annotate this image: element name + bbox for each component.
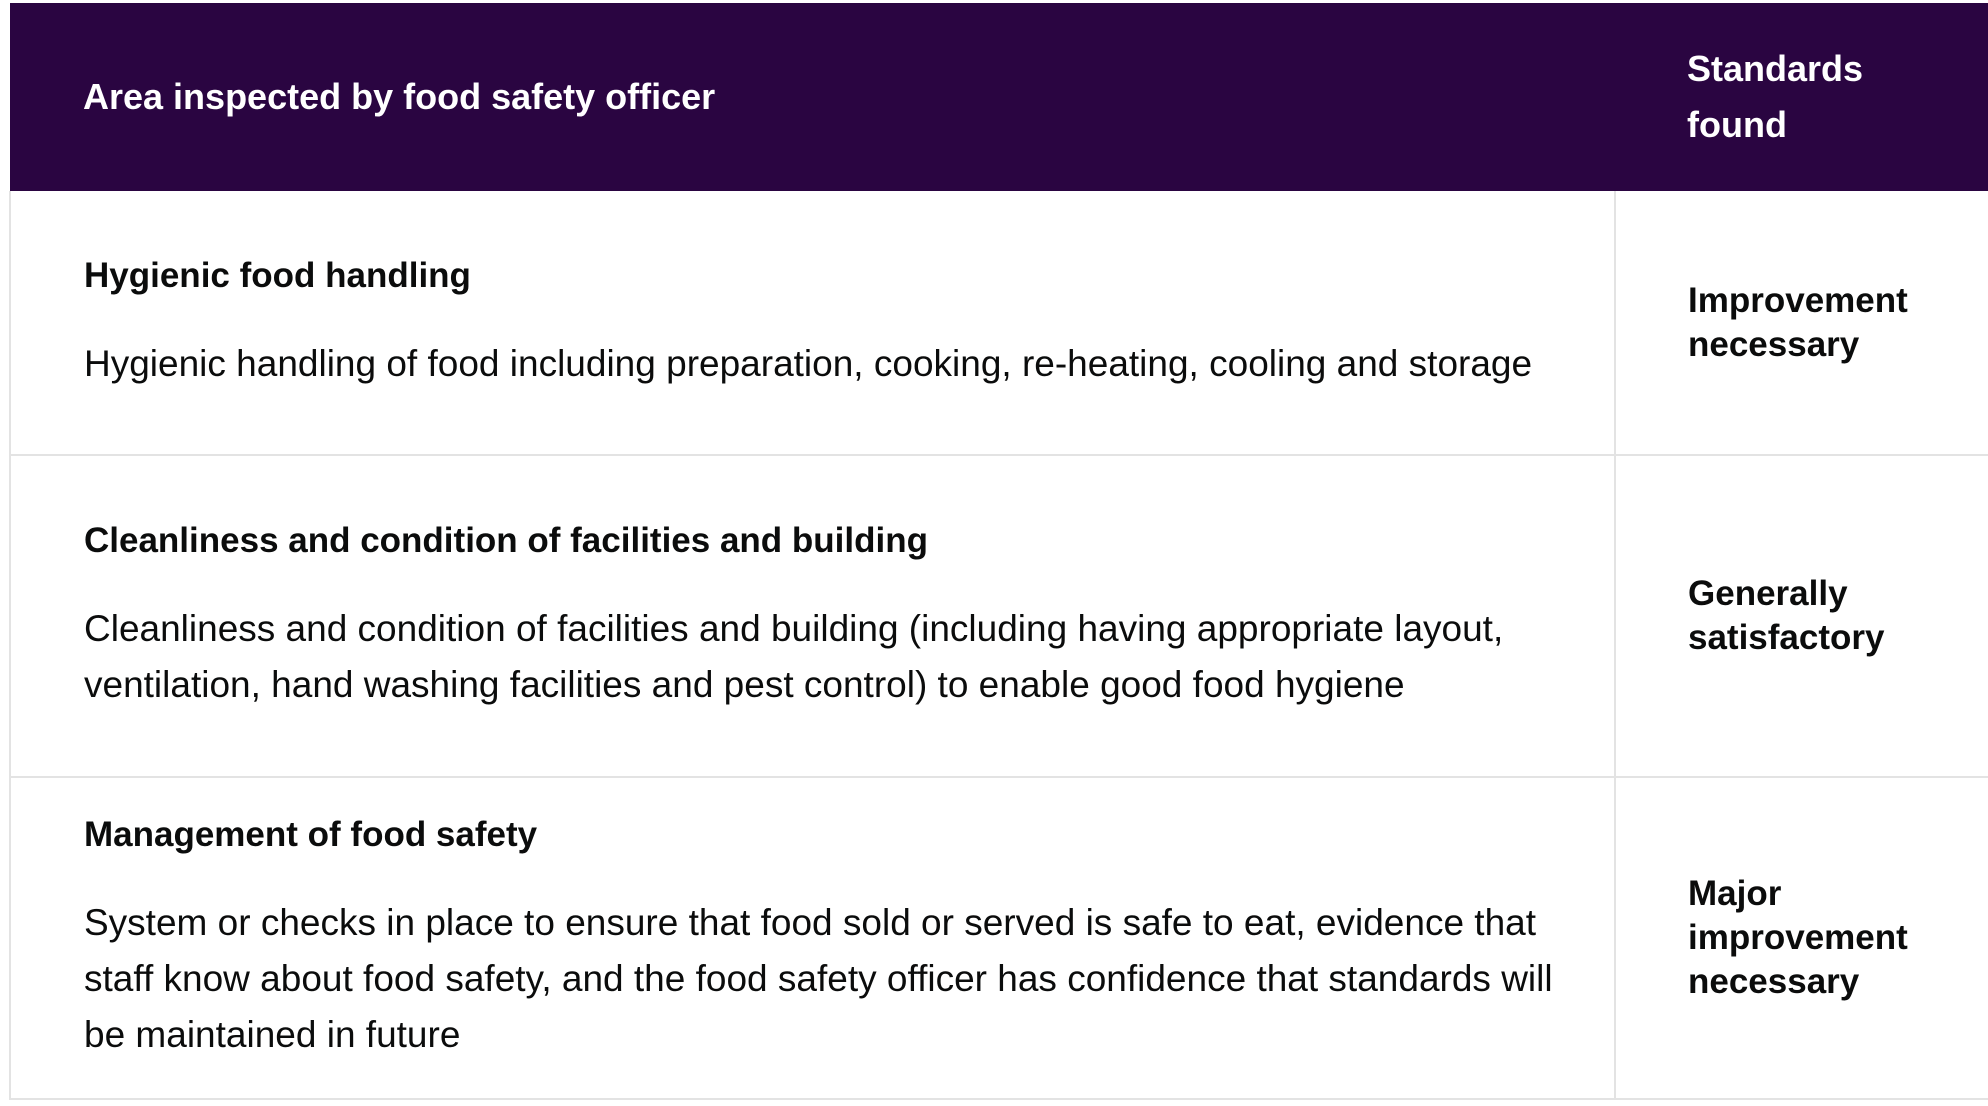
area-description: System or checks in place to ensure that food sold or served is safe to eat, evidence that staff know about food safety, and the food safety officer has confidence that standards will be maintained in future	[84, 902, 1553, 1055]
table-row	[10, 191, 1988, 455]
area-title: Management of food safety	[84, 815, 538, 854]
area-cell	[10, 191, 1615, 455]
standard-found-value: Improvement necessary	[1615, 191, 1988, 455]
area-description: Hygienic handling of food including preparation, cooking, re-heating, cooling and storage	[84, 342, 1533, 384]
standard-found-value: Major improvement necessary	[1615, 777, 1988, 1099]
area-cell	[10, 777, 1615, 1099]
area-cell	[10, 455, 1615, 777]
inspection-results-table-container	[9, 3, 1988, 1100]
inspection-results-table	[9, 3, 1988, 1100]
table-header	[10, 3, 1988, 191]
table-row	[10, 777, 1988, 1099]
area-title: Hygienic food handling	[84, 255, 471, 295]
table-body	[10, 191, 1988, 1099]
area-title: Cleanliness and condition of facilities and building	[84, 521, 928, 560]
standard-found-value: Generally satisfactory	[1615, 455, 1988, 777]
table-row	[10, 455, 1988, 777]
table-header-row	[10, 3, 1988, 191]
area-column-header: Area inspected by food safety officer	[10, 3, 1615, 191]
standards-column-header: Standards found	[1615, 3, 1988, 191]
area-description: Cleanliness and condition of facilities and building (including having appropriate layout, ventilation, hand washing facilities and pest control) to enable good food hygiene	[84, 608, 1504, 705]
